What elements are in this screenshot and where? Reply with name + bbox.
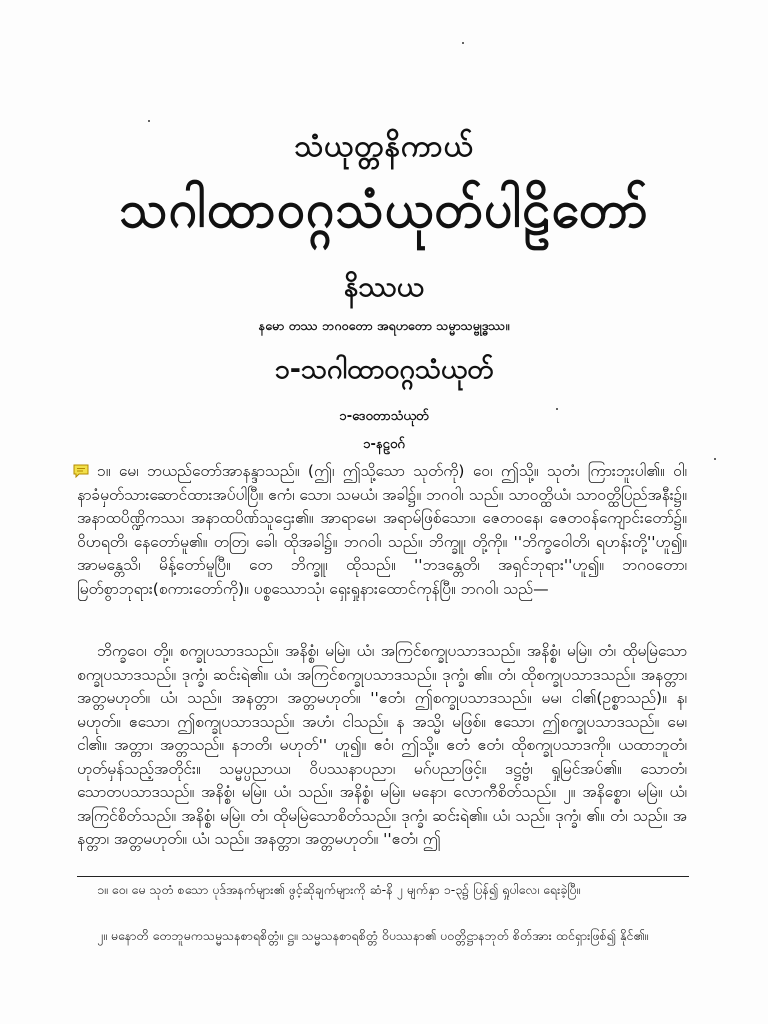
series-title: သံယုတ္တနိကာယ် xyxy=(294,129,474,164)
body-paragraph-1: ၁။ မေ၊ ဘယည်တော်အာနန္ဒာသည်။ (ဤ၊ ဤသို့သော သုတ်ကို) ဝေ၊ ဤသို့။ သုတံ၊ ကြားဘူးပါ၏။ ဝါ၊ နာခံမှတ်သားဆောင်ထားအပ်ပါပြီ။ ဧကံ၊ သော၊ သမယံ၊ အခါ၌။ ဘဂဝါ၊ သည်။ သာဝတ္ထိယံ၊ သာဝတ္ထိပြည်အနီး၌။ အနာထပိဏ္ဍိကဿ၊ အနာထပိဏ်သူဌေး၏။ အာရာမေ၊ အရာမ်ဖြစ်သော။ ဇေတဝနေ၊ ဇေတဝန်ကျောင်းတော်၌။ ဝိဟရတိ၊ နေတော်မူ၏။ တတြ၊ ခေါ၊ ထိုအခါ၌။ ဘဂဝါ၊ သည်။ ဘိက္ခူ၊ တို့ကို။ ''ဘိက္ခဝေါတိ၊ ရဟန်းတို့''ဟူ၍။ အာမန္တေသိ၊ မိန့်တော်မူပြီ။ တေ ဘိက္ခူ၊ ထိုသည်။ ''ဘဒန္တေတိ၊ အရှင်ဘုရား''ဟူ၍။ ဘဂဝတော၊ မြတ်စွာဘုရား(စကားတော်ကို)။ ပစ္စဿောသုံ၊ ရှေးရှုနားထောင်ကုန်ပြီ။ ဘဂဝါ၊ သည်— xyxy=(77,462,687,598)
scan-speck xyxy=(556,408,558,410)
scan-speck xyxy=(714,458,716,460)
footnote-1: ၁။ ဝေ၊ မေ သုတံ စသော ပုဒ်အနက်များ၏ ဖွင့်ဆိုချက်များကို ဆံ-နိ ၂ မျက်နှာ ၁-၃၌ ပြန်၍ ရှုပါလေ၊ ရေးခဲ့ပြီ။ xyxy=(97,882,581,897)
subsection-heading: ၁-နဠဝဂ် xyxy=(363,437,405,452)
page-title: သဂါထာဝဂ္ဂသံယုတ်ပါဠိတော် xyxy=(119,178,649,240)
section-heading: ၁-ဒေဝတာသံယုတ် xyxy=(339,409,429,424)
homage-line: နမော တဿ ဘဂဝတော အရဟတော သမ္မာသမ္ဗုဒ္ဓဿ။ xyxy=(258,318,510,333)
scan-speck xyxy=(148,120,150,122)
scan-speck xyxy=(462,42,464,44)
footnote-2: ၂။ မနောတိ တေဘူမကသမ္မသနစာရစိတ္တံ။ ဋ္ဌ။ သမ္မသနစာရစိတ္တံ ဝိပဿနာ၏ ပဝတ္တိဋ္ဌာနဘုတ် စိတ်အား ထင်ရှားဖြစ်၍ နိုင်၏။ xyxy=(97,928,649,943)
page-subtitle: နိဿယ xyxy=(343,270,425,303)
body-paragraph-2: ဘိက္ခဝေ၊ တို့။ စက္ခုပသာဒသည်။ အနိစ္စံ၊ မမြဲ။ ယံ၊ အကြင်စက္ခုပသာဒသည်။ အနိစ္စံ၊ မမြဲ။ တံ၊ ထိုမမြဲသောစက္ခုပသာဒသည်။ ဒုက္ခံ၊ ဆင်းရဲ၏။ ယံ၊ အကြင်စက္ခုပသာဒသည်။ ဒုက္ခံ၊ ၏။ တံ၊ ထိုစက္ခုပသာဒသည်။ အနတ္တာ၊ အတ္တမဟုတ်။ ယံ၊ သည်။ အနတ္တာ၊ အတ္တမဟုတ်။ ''ဧတံ၊ ဤစက္ခုပသာဒသည်။ မမ၊ ငါ၏(ဥစ္စာသည်)။ န၊ မဟုတ်။ ဧသော၊ ဤစက္ခုပသာဒသည်။ အဟံ၊ ငါသည်။ န အသ္မိ၊ မဖြစ်။ ဧသော၊ ဤစက္ခုပသာဒသည်။ မေ၊ ငါ၏။ အတ္တာ၊ အတ္တသည်။ နဘတိ၊ မဟုတ်'' ဟူ၍။ ဧဝံ၊ ဤသို့။ ဧတံ ဧတံ၊ ထိုစက္ခုပသာဒကို။ ယထာဘူတံ၊ ဟုတ်မှန်သည့်အတိုင်း။ သမ္မပ္ပညာယ၊ ဝိပဿနာပညာ၊ မဂ်ပညာဖြင့်။ ဒဋ္ဌဗ္ဗံ၊ ရှုမြင်အပ်၏။ သောတံ၊ သောတပသာဒသည်။ အနိစ္စံ၊ မမြဲ။ ယံ၊ သည်။ အနိစ္စံ၊ မမြဲ။ မနော၊ လောကီစိတ်သည်။ ၂။ အနိစ္စော၊ မမြဲ။ ယံ၊ အကြင်စိတ်သည်။ အနိစ္စံ၊ မမြဲ။ တံ၊ ထိုမမြဲသောစိတ်သည်။ ဒုက္ခံ၊ ဆင်းရဲ၏။ ယံ၊ သည်။ ဒုက္ခံ၊ ၏။ တံ၊ သည်။ အနတ္တာ၊ အတ္တမဟုတ်။ ယံ၊ သည်။ အနတ္တာ၊ အတ္တမဟုတ်။ ''ဧတံ၊ ဤ xyxy=(77,642,687,848)
footnote-divider xyxy=(77,876,689,877)
chapter-heading: ၁-သဂါထာဝဂ္ဂသံယုတ် xyxy=(274,354,494,385)
